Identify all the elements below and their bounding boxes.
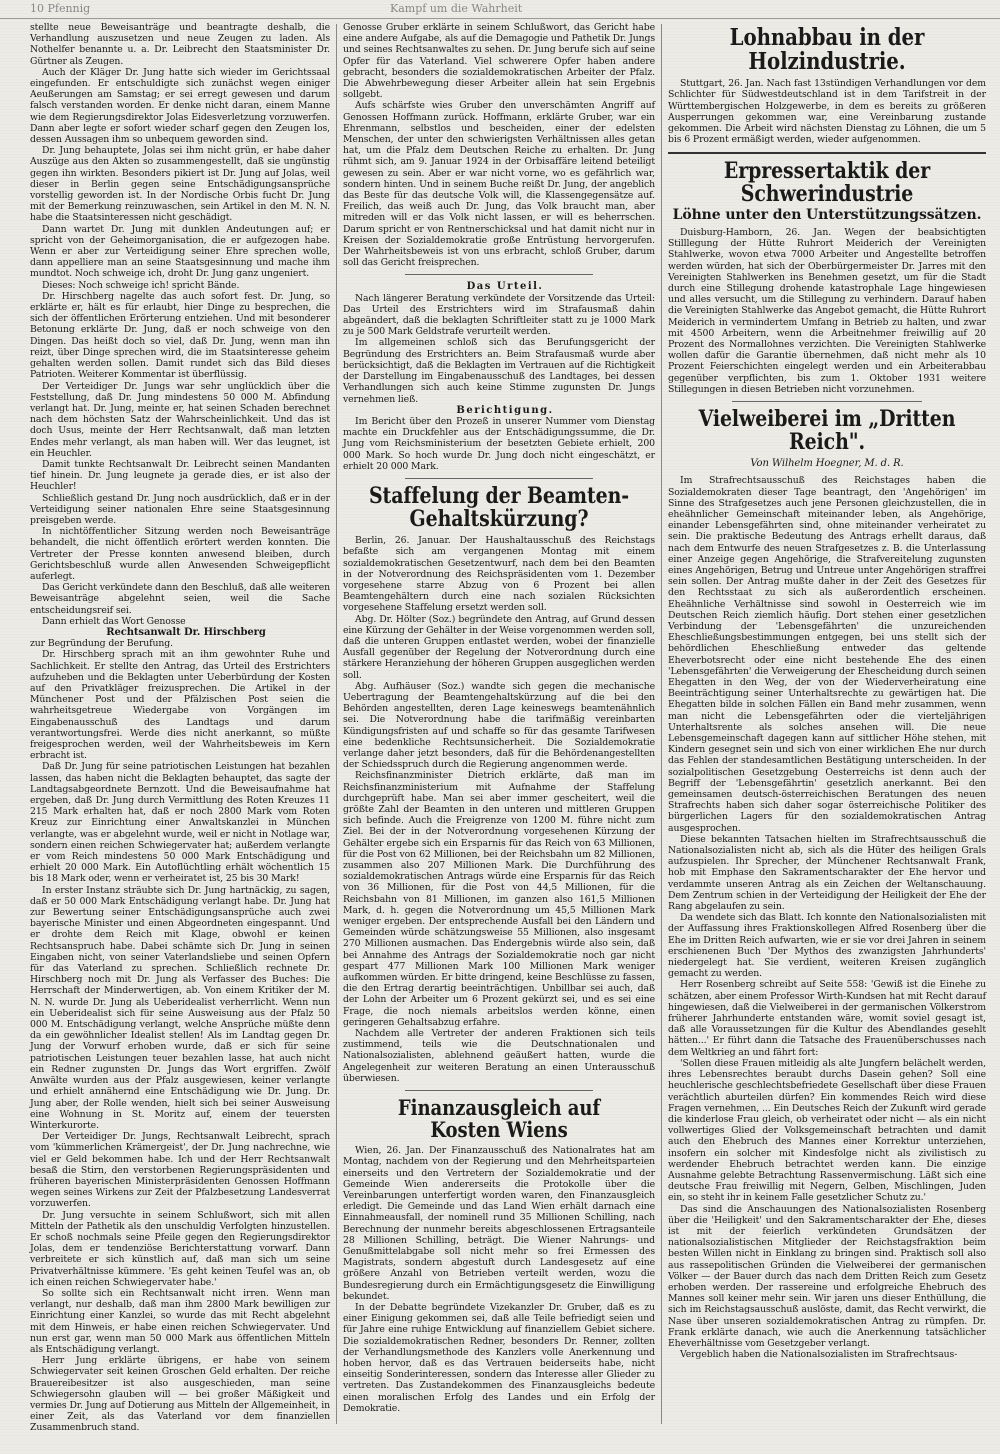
paragraph: Da wendete sich das Blatt. Ich konnte den Nationalsozialisten mit der Auffassung ihres Fraktionskollegen Alfred Rosenberg über die Ehe im Dritten Reich aufwarten, wie er sie vor drei Jahren in seinem erschienenen Buch 'Der Mythos des zwanzigsten Jahrhunderts' niedergelegt hat. Sie verdient, weiteren Kreisen zugänglich gemacht zu werden. <box>668 912 986 980</box>
paragraph: Dieses: Noch schweige ich! spricht Bände. <box>42 279 240 291</box>
paragraph: Dr. Jung versuchte in seinem Schlußwort, sich mit allen Mitteln der Pathetik als den unschuldig Verfolgten hinzustellen. Er schoß nochmals seine Pfeile gegen den Regierungsdirektor Jolas, dem er tendenziöse Berichterstattung vorwarf. Dann verbreitete er sich künstlich auf, daß man sich um seine Privatverhältnisse kümmere. 'Es geht keinen Teufel was an, ob ich einen reichen Schwiegervater habe.' <box>30 1209 330 1288</box>
paragraph: Im Strafrechtsausschuß des Reichstages haben die Sozialdemokraten dieser Tage beantragt, den 'Angehörigen' im Sinne des Strafgesetzes auch jene Personen gleichzustellen, die in eheähnlicher Gemeinschaft miteinander leben, als Angehörige, einander Lebensgefährten sind, ohne miteinander verheiratet zu sein. Die praktische Bedeutung des Antrags erhellt daraus, daß nach dem Entwurfe des neuen Strafgesetzes z. B. die Unterlassung einer Anzeige gegen Angehörige, die Strafvereitelung zugunsten eines Angehörigen, Betrug und Untreue unter Angehörigen straffrei sein sollen. Der Antrag mußte daher in der Zeit des Gesetzes für den Rechtsstaat zu sich als außerordentlich erscheinen. Eheähnliche Verhältnisse sind sowohl in Oesterreich wie im Deutschen Reich ziemlich häufig. Dort stehen einer gesetzlichen Verbindung der 'Lebensgefährten' die unzureichenden Eheschließungsbestimmungen entgegen, bei uns stellt sich der behördlichen Eheschließung entweder das geltende Eheverbotsrecht oder eine nicht bestehende Ehe des einen 'Lebensgefährten' die Verweigerung der Ehescheidung durch seinen Ehegatten in den Weg, der von der Wiederverheiratung eine Beeinträchtigung seiner Unterhaltsrechte zu gewärtigen hat. Die Ehegatten bilde in solchen Fällen ein Band mehr zusammen, wenn man nicht die Lebensgefährten oder die vierteljährigen Unterhaltsrente als solches ansehen will. Die neue Lebensgemeinschaft dagegen kann auf sittlicher Höhe stehen, mit Kindern gesegnet sein und sich von einer wirklichen Ehe nur durch das Fehlen der standesamtlichen Bestätigung unterscheiden. In der sozialpolitischen Gesetzgebung Oesterreichs ist denn auch der Begriff der 'Lebensgefährtin' gesetzlich anerkannt. Bei den gemeinsamen deutsch-österreichischen Beratungen des neuen Strafrechts haben sich daher sogar österreichische Politiker des bürgerlichen Lagers für den sozialdemokratischen Antrag ausgesprochen. <box>668 475 986 834</box>
paragraph: In der Debatte begründete Vizekanzler Dr. Gruber, daß es zu einer Einigung gekommen sei, daß alle Teile befriedigt seien und für Jahre eine ruhige Entwicklung auf finanziellem Gebiet sichere. Die sozialdemokratischen Redner, besonders Dr. Renner, zollten der Verhandlungsmethode des Kanzlers volle Anerkennung und hoben hervor, daß es das Vertrauen beiderseits habe, nicht einseitig Sonderinteressen, sondern das Interesse aller Glieder zu vertreten. Das Zustandekommen des Finanzausgleichs bedeute einen moralischen Erfolg des Landes und ein Erfolg der Demokratie. <box>343 1302 655 1414</box>
column-2 <box>343 22 655 1427</box>
paragraph: Im allgemeinen schloß sich das Berufungsgericht der Begründung des Erstrichters an. Beim Strafausmaß wurde aber berücksichtigt, daß die Beklagten im Vertrauen auf die Richtigkeit der Darstellung im Eingabenausschuß des Landtages, bei dessen Verhandlungen sich auch keine Stimme zugunsten Dr. Jungs vernehmen ließ. <box>343 337 655 405</box>
paragraph: Wien, 26. Jan. Der Finanzausschuß des Nationalrates hat am Montag, nachdem von der Regierung und den Mehrheitsparteien einerseits und den Vertretern der Sozialdemokratie und der Gemeinde Wien andererseits die Protokolle über die Vereinbarungen unterfertigt worden waren, den Finanzausgleich erledigt. Die Gemeinde und das Land Wien erhält darnach eine Einnahmeausfall, der nominell rund 35 Millionen Schilling, nach Berechnung der nunmehr bereits abgeschlossenen Ertragsanteile 28 Millionen Schilling, beträgt. Die Wiener Nahrungs- und Genußmittelabgabe soll nicht mehr so frei Ermessen des Magistrats, sondern abgestuft durch Landesgesetz auf eine größere Anzahl von Betrieben verteilt werden, wozu die Bundesregierung durch ein Ermächtigungsgesetz die Einwilligung bekundet. <box>343 1145 655 1302</box>
paragraph: Der Verteidiger Dr. Jungs, Rechtsanwalt Leibrecht, sprach vom 'kümmerlichen Krämergeist', der Dr. Jung nachrechne, wie viel er Geld bekommen habe. Ich und der Herr Rechtsanwalt besaß die Stirn, den verstorbenen Regierungspräsidenten und früheren bayerischen Ministerpräsidenten Genossen Hoffmann wegen seines Wirkens zur Zeit der Pfalzbesetzung Landesverrat vorzuwerfen. <box>30 1131 330 1210</box>
paragraph: Schließlich gestand Dr. Jung noch ausdrücklich, daß er in der Verteidigung seiner nationalen Ehre seine Staatsgesinnung preisgeben werde. <box>30 492 330 526</box>
paragraph: zur Begründung der Berufung. <box>30 638 173 650</box>
paragraph: 'Sollen diese Frauen mitleidig als alte Jungfern belächelt werden, ihres Lebensrechtes beraubt durchs Dasein gehen? Soll eine heuchlerische geschlechtsbefriedete Gesellschaft über diese Frauen verächtlich aburteilen dürfen? Ein kommendes Reich wird diese Fragen vernehmen, ... Ein Deutsches Reich der Zukunft wird gerade die kinderlose Frau gleich, ob verheiratet oder nicht — als ein nicht vollwertiges Glied der Volksgemeinschaft betrachten und damit auch den Ehebruch des Mannes einer Korrektur unterziehen, insofern ein solcher mit Kindesfolge nicht als zivilistisch zu werdender Ehebruch betrachtet werden kann. Die einzige Ausnahme gelebte Betrachtung Rassenvermischung. Läßt sich eine deutsche Frau freiwillig mit Negern, Gelben, Mischlingen, Juden ein, so steht ihr in keinem Falle gesetzlicher Schutz zu.' <box>668 1057 986 1204</box>
section-heading: Rechtsanwalt Dr. Hirschberg <box>106 626 266 638</box>
headline: Finanzausgleich auf Kosten Wiens <box>397 1095 601 1143</box>
masthead <box>0 0 1000 19</box>
paragraph: Dr. Hirschberg sprach mit an ihm gewohnter Ruhe und Sachlichkeit. Er stellte den Antrag, das Urteil des Erstrichters aufzuheben und die Beklagten unter Ueberbürdung der Kosten auf den Privatkläger freizusprechen. Die Artikel in der Münchener Post und der Pfälzischen Post seien die wahrheitsgetreue Wiedergabe von Vorgängen im Eingabenausschuß des Landtags und darum verantwortungsfrei. Werde dies nicht anerkannt, so müßte freigesprochen werden, weil der Wahrheitsbeweis im Kern erbracht ist. <box>30 649 330 762</box>
divider <box>405 478 592 479</box>
subheadline: Löhne unter den Unterstützungssätzen. <box>672 206 982 223</box>
masthead-right: Kampf um die Wahrheit <box>390 2 523 15</box>
paragraph: Abg. Dr. Hölter (Soz.) begründete den Antrag, auf Grund dessen eine Kürzung der Gehälter in der Weise vorgenommen werden soll, daß die unteren Gruppen entlastet werden, wobei der finanzielle Ausfall gegenüber der Regelung der Notverordnung durch eine stärkere Heranziehung der höheren Gruppen ausgeglichen werden soll. <box>343 613 655 681</box>
paragraph: Auch der Kläger Dr. Jung hatte sich wieder im Gerichtssaal eingefunden. Er entschuldigte sich zunächst wegen einiger Aeußerungen am Samstag; er sei erregt gewesen und darum falsch verstanden worden. Er denke nicht daran, einem Manne wie dem Regierungsdirektor Jolas Eidesverletzung vorzuwerfen. Dann aber legte er sofort wieder scharf gegen den Zeugen los, dessen Aussagen ihm so unbequem geworden sind. <box>30 66 330 146</box>
section-heading: Berichtigung. <box>456 404 554 416</box>
paragraph: Im Bericht über den Prozeß in unserer Nummer vom Dienstag machte ein Druckfehler aus der Entschädigungssumme, die Dr. Jung vom Reichsministerium der besetzten Gebiete erhielt, 200 000 Mark. So hoch wurde Dr. Jung doch nicht eingeschätzt, er erhielt 20 000 Mark. <box>343 415 655 472</box>
paragraph: Berlin, 26. Januar. Der Haushaltausschuß des Reichstags befaßte sich am vergangenen Montag mit einem sozialdemokratischen Gesetzentwurf, nach dem bei den Beamten in der Notverordnung des Reichspräsidenten vom 1. Dezember vorgesehene starre Abzug von 6 Prozent bei allen Beamtengehältern durch eine nach sozialen Rücksichten vorgesehene Staffelung ersetzt werden soll. <box>343 535 655 614</box>
paragraph: Das Gericht verkündete dann den Beschluß, daß alle weiteren Beweisanträge abgelehnt seien, weil die Sache entscheidungsreif sei. <box>30 582 330 616</box>
paragraph: Duisburg-Hamborn, 26. Jan. Wegen der beabsichtigten Stilllegung der Hütte Ruhrort Meiderich der Vereinigten Stahlwerke, wovon etwa 7000 Arbeiter und Angestellte betroffen werden würden, hat sich der Oberbürgermeister Dr. Jarres mit den Vereinigten Stahlwerken ins Benehmen gesetzt, um für die Stadt durch eine Stillegung drohende katastrophale Lage hingewiesen und alles versucht, um die Stillegung zu verhindern. Darauf haben die Vereinigten Stahlwerke das Angebot gemacht, die Hütte Ruhrort Meiderich in vermindertem Umfang in Betrieb zu halten, und zwar mit 4500 Arbeitern, wenn die Arbeitnehmer freiwillig auf 20 Prozent des Normallohnes verzichten. Die Vereinigten Stahlwerke wollen dafür die Garantie übernehmen, daß nicht mehr als 10 Prozent Feierschichten eingelegt werden und ein Arbeiterabbau gegenüber verpflichten, bis zum 1. Oktober 1931 weitere Stillegungen in diesen Betrieben nicht vorzunehmen. <box>668 226 986 395</box>
divider <box>732 401 923 402</box>
paragraph: Nachdem alle Vertreter der anderen Fraktionen sich teils zustimmend, teils wie die Deutschnationalen und Nationalsozialisten, ablehnend geäußert hatten, wurde die Angelegenheit zur weiteren Beratung an einen Unterausschuß überwiesen. <box>343 1028 655 1084</box>
paragraph: Dr. Jung behauptete, Jolas sei ihm nicht grün, er habe daher Auszüge aus den Akten so zusammengestellt, daß sie ungünstig gegen ihn wirkten. Besonders pikiert ist Dr. Jung auf Jolas, weil dieser in Berlin gegen seine Entschädigungsansprüche vorstellig geworden ist. In der Nordische Orbis fucht Dr. Jung mit der Bemerkung reinzuwaschen, sein Artikel in den M. N. N. habe die Staatsinteressen nicht geschädigt. <box>30 145 330 224</box>
headline: Lohnabbau in der Holzindustrie. <box>729 24 925 76</box>
column-divider <box>661 24 662 1424</box>
headline: Erpressertaktik der Schwerindustrie <box>723 157 931 207</box>
paragraph: stellte neue Beweisanträge und beantragte deshalb, die Verhandlung auszusetzen und neue Zeugen zu laden. Als Nothelfer benannte u. a. Dr. Leibrecht den Staatsminister Dr. Gürtner als Zeugen. <box>30 22 330 67</box>
section-heading: Das Urteil. <box>466 281 544 293</box>
paragraph: Nach längerer Beratung verkündete der Vorsitzende das Urteil: Das Urteil des Erstrichters wird im Strafausmaß dahin abgeändert, daß die beklagten Schriftleiter statt zu je 1000 Mark zu je 500 Mark Geldstrafe verurteilt werden. <box>343 292 655 338</box>
paragraph: Damit tunkte Rechtsanwalt Dr. Leibrecht seinen Mandanten tief hinein. Dr. Jung leugnete ja gerade dies, er ist also der Heuchler! <box>30 458 330 493</box>
paragraph: Diese bekannten Tatsachen hielten im Strafrechtsausschuß die Nationalsozialisten nicht ab, sich als die Hüter des heiligen Grals aufzuspielen. Ihr Sprecher, der Münchener Rechtsanwalt Frank, hob mit Emphase den Sakramentscharakter der Ehe hervor und verdammte unseren Antrag als ein Zeichen der Weltanschauung. Dem Zentrum schien in der Verteidigung der Heiligkeit der Ehe der Rang abgelaufen zu sein. <box>668 833 986 913</box>
masthead-left: 10 Pfennig <box>30 2 91 15</box>
paragraph: Der Verteidiger Dr. Jungs war sehr unglücklich über die Feststellung, daß Dr. Jung mindestens 50 000 M. Abfindung verlangt hat. Dr. Jung, meinte er, hat seinen Schaden berechnet nach dem höchsten Satz der Wahrscheinlichkeit. Und das ist doch Usus, meinte der Herr Rechtsanwalt, daß man letzten Endes mehr verlangt, als man haben will. Wer das leugnet, ist ein Heuchler. <box>30 380 330 459</box>
paragraph: So sollte sich ein Rechtsanwalt nicht irren. Wenn man verlangt, nur deshalb, daß man ihm 2800 Mark bewilligen zur Einrichtung einer Kanzlei, so wurde das mit Recht abgelehnt mit dem Hinweis, er habe einen reichen Schwiegervater. Und nun erst gar, wenn man 50 000 Mark aus öffentlichen Mitteln als Entschädigung verlangt. <box>30 1287 330 1355</box>
column-1 <box>30 22 330 1434</box>
headline: Vielweiberei im „Dritten Reich". <box>698 405 956 456</box>
headline: Staffelung der Beamten-Gehaltskürzung? <box>368 482 630 533</box>
paragraph: Stuttgart, 26. Jan. Nach fast 13stündigen Verhandlungen vor dem Schlichter für Südwestdeutschland ist in dem Tarifstreit in der Württembergischen Holzgewerbe, in dem es bereits zu größeren Ausperrungen gekommen war, eine Vereinbarung zustande gekommen. Die Arbeit wird nächsten Dienstag zu Löhnen, die um 5 bis 6 Prozent ermäßigt werden, wieder aufgenommen. <box>668 78 986 146</box>
paragraph: Dr. Hirschberg nagelte das auch sofort fest. Dr. Jung, so erklärte er, hält es für erlaubt, hier Dinge zu besprechen, die sich der öffentlichen Erörterung entziehen. Und mit besonderer Betonung erklärte Dr. Jung, daß er noch schweige von den Dingen. Das heißt doch so viel, daß Dr. Jung, wenn man ihn reizt, über Dinge sprechen wird, die im Staatsinteresse geheim gehalten werden sollen. Damit rundet sich das Bild dieses Patrioten. Weiterer Kommentar ist überflüssig. <box>30 290 330 381</box>
paragraph: Genosse Gruber erklärte in seinem Schlußwort, das Gericht habe eine andere Aufgabe, als auf die Demagogie und Pathetik Dr. Jungs und seines Rechtsanwaltes zu sehen. Dr. Jung berufe sich auf seine Opfer für das Vaterland. Viel schwerere Opfer haben andere gebracht, besonders die sozialdemokratischen Arbeiter der Pfalz. Die Abwehrbewegung dieser Arbeiter allein hat sein Ergebnis sollgebt. <box>343 22 655 101</box>
divider <box>405 1090 592 1091</box>
paragraph: Das sind die Anschauungen des Nationalsozialisten Rosenberg über die 'Heiligkeit' und den Sakramentscharakter der Ehe, dieses ist mit der feierlich verkündeten Grundsätzen der nationalsozialistischen Mitglieder der Reichstagsfraktion beim besten Willen nicht in Einklang zu bringen sind. Praktisch soll also aus rassepolitischen Gründen die Vielweiberei der germanischen Völker — der Bauer durch das nach dem Dritten Reich zum Gesetz erhoben werden. Der rassereine und erfolgreiche Ehebruch des Mannes soll keiner mehr sein. Wir jaren uns dieser Enthüllung, die sich im Reichstagsausschuß auslöste, damit, das Recht verwirkt, die Nase über unseren sozialdemokratischen Antrag zu rümpfen. Dr. Frank erklärte danach, wie auch die Anerkennung tatsächlicher Eheverhältnisse vom Gesetzgeber verlangt. <box>668 1203 986 1349</box>
paragraph: Herr Rosenberg schreibt auf Seite 558: 'Gewiß ist die Einehe zu schätzen, aber einem Professor Wirth-Kundsen hat mit Recht darauf hingewiesen, daß die Vielweiberei in der germanischen Völkerstrom früherer Jahrhunderte entstanden wäre, womit soviel gesagt ist, daß alle Voraussetzungen für die Kultur des Abendlandes gesehlt hätten...' Er führt dann die Tatsache des Frauenüberschusses nach dem Weltkrieg an und fährt fort: <box>668 979 986 1058</box>
paragraph: In erster Instanz sträubte sich Dr. Jung hartnäckig, zu sagen, daß er 50 000 Mark Entschädigung verlangt habe. Dr. Jung hat zur Bewertung seiner Entschädigungsansprüche auch zwei bayerische Minister und einen Abgeordneten eingespannt. Und er drohte dem Reich mit Klage, obwohl er keinen Rechtsanspruch habe. Dabei schämte sich Dr. Jung in seinen Eingaben nicht, von seiner Vaterlandsliebe und seinen Opfern für das Vaterland zu sprechen. Schließlich rechnete Dr. Hirschberg noch mit Dr. Jung als Verfasser des Buches: Die Herrschaft der Minderwertigen, ab. Von einem Kritiker der M. N. N. wurde Dr. Jung als Ueberidealist verherrlicht. Wenn nun ein Ueberidealist sich für seine Ausweisung aus der Pfalz 50 000 M. Entschädigung verlangt, welche Ansprüche müßte denn da ein gewöhnlicher Idealist stellen! Als im Landtag gegen Dr. Jung der Vorwurf erhoben wurde, daß er sich für seine patriotischen Leistungen teuer bezahlen lasse, hat auch nicht ein Redner zugunsten Dr. Jungs das Wort ergriffen. Zwölf Anwälte wurden aus der Pfalz ausgewiesen, keiner verlangte und erhielt annähernd eine Entschädigung wie Dr. Jung. Dr. Jung aber, der Rolle wenden, hielt sich bei seiner Ausweisung eine Wohnung in St. Moritz auf, einem der teuersten Winterkurorte. <box>30 884 330 1131</box>
paragraph: Dann erhielt das Wort Genosse <box>42 615 186 627</box>
divider <box>405 274 592 275</box>
paragraph: Vergeblich haben die Nationalsozialisten im Strafrechtsaus- <box>680 1349 958 1361</box>
column-divider <box>336 24 337 1424</box>
paragraph: Aufs schärfste wies Gruber den unverschämten Angriff auf Genossen Hoffmann zurück. Hoffmann, erklärte Gruber, war ein Ehrenmann, selbstlos und bescheiden, einer der edelsten Menschen, der unter den schwierigsten Verhältnissen alles getan hat, um die Pfalz dem Deutschen Reiche zu erhalten. Dr. Jung rühmt sich, am 9. Januar 1924 in der Orbisaffäre leitend beteiligt gewesen zu sein. Aber er war nicht vorne, wo es gefährlich war, sondern hinten. Und in seinem Buche reißt Dr. Jung, der angeblich das Beste für das deutsche Volk will, die Klassengegensätze auf. Freilich, das weiß auch Dr. Jung, das Volk braucht man, aber mitreden will er das Volk nicht lassen, er will es beherrschen. Darum spricht er von Rentnerschicksal und hat damit nicht nur in Kreisen der Sozialdemokratie große Entrüstung hervorgerufen. Der Wahrheitsbeweis ist von uns erbracht, schloß Gruber, darum soll das Gericht freisprechen. <box>343 100 655 269</box>
byline: Von Wilhelm Hoegner, M. d. R. <box>750 458 904 470</box>
paragraph: Reichsfinanzminister Dietrich erklärte, daß man im Reichsfinanzministerium mit Aufnahme der Staffelung durchgeprüft habe. Man sei aber immer gescheitert, weil die größte Zahl der Beamten in den unteren und mittleren Gruppen sich befinde. Auch die Freigrenze von 1200 M. führe nicht zum Ziel. Bei der in der Notverordnung vorgesehenen Kürzung der Gehälter ergebe sich ein Ersparnis für das Reich von 63 Millionen, für die Post von 62 Millionen, bei der Reichsbahn um 82 Millionen, zusammen also 207 Millionen Mark. Die Durchführung des sozialdemokratischen Antrags würde eine Ersparnis für das Reich von 36 Millionen, für die Post von 44,5 Millionen, für die Reichsbahn von 81 Millionen, im ganzen also 161,5 Millionen Mark, d. h. gegen die Notverordnung um 45,5 Millionen Mark weniger ergeben. Der entsprechende Ausfall bei den Ländern und Gemeinden würde schätzungsweise 55 Millionen, also insgesamt 270 Millionen ausmachen. Das Endergebnis würde also sein, daß bei Annahme des Antrags der Sozialdemokratie noch gar nicht gespart 477 Millionen Mark 100 Millionen Mark weniger aufkommen würden. Er bitte dringend, keine Beschlüsse zu fassen, die den Ertrag derartig beeinträchtigen. Unbillbar sei auch, daß der Lohn der Arbeiter um 6 Prozent gekürzt sei, und es sei eine Frage, die noch niemals arbeitslos werden könne, einen geringeren Gehaltsabzug erfahre. <box>343 770 655 1028</box>
paragraph: Herr Jung erklärte übrigens, er habe von seinem Schwiegervater seit keinen Groschen Geld erhalten. Der reiche Brauereibesitzer ist also ausgeschieden, man seine Schwiegersohn glauben will — bei großer Mäßigkeit und vermies Dr. Jung auf Dotierung aus Mitteln der Allgemeinheit, in einer Zeit, als das Vaterland vor dem finanziellen Zusammenbruch stand. <box>30 1355 330 1434</box>
divider <box>668 152 986 154</box>
column-3 <box>668 22 986 1427</box>
paragraph: Dann wartet Dr. Jung mit dunklen Andeutungen auf; er spricht von der Geheimorganisation, die er aufgezogen habe. Wenn er aber zur Verteidigung seiner Ehre sprechen wolle, dann appelliere man an seine Staatsgesinnung und mache ihm mundtot. Noch schweige ich, droht Dr. Jung ganz ungeniert. <box>30 223 330 280</box>
paragraph: In nichtöffentlicher Sitzung werden noch Beweisanträge behandelt, die nicht öffentlich erörtert werden konnten. Die Vertreter der Presse konnten anwesend bleiben, durch Gerichtsbeschluß wurde allen Anwesenden Schweigepflicht auferlegt. <box>30 526 330 582</box>
paragraph: Abg. Aufhäuser (Soz.) wandte sich gegen die mechanische Uebertragung der Beamtengehaltskürzung auf die bei den Behörden angestellten, deren Lage keineswegs beamtenähnlich sei. Die Notverordnung habe die tarifmäßig vereinbarten Kündigungsfristen auf und schaffe so für das gesamte Tarifwesen eine bedenkliche Rechtsunsicherheit. Die Sozialdemokratie verlange daher jetzt besonders, daß für die Behördenangestellten der Schiedsspruch durch die Regierung angenommen werde. <box>343 680 655 771</box>
paragraph: Daß Dr. Jung für seine patriotischen Leistungen hat bezahlen lassen, das haben nicht die Beklagten behauptet, das sagte der Landtagsabgeordnete Bernzott. Und die Beweisaufnahme hat ergeben, daß Dr. Jung durch Vermittlung des Roten Kreuzes 11 215 Mark erhalten hat, daß er noch 2800 Mark vom Roten Kreuz zur Einrichtung einer Anwaltskanzlei in München verlangte, was er abgelehnt wurde, weil er nicht in Notlage war, sondern einen reichen Schwiegervater hat; außerdem verlangte er vom Reich mindestens 50 000 Mark Entschädigung und erhielt 20 000 Mark. Ein Autoflüchtling erhält wöchentlich 15 bis 18 Mark oder, wenn er verheiratet ist, 25 bis 30 Mark! <box>30 761 330 885</box>
